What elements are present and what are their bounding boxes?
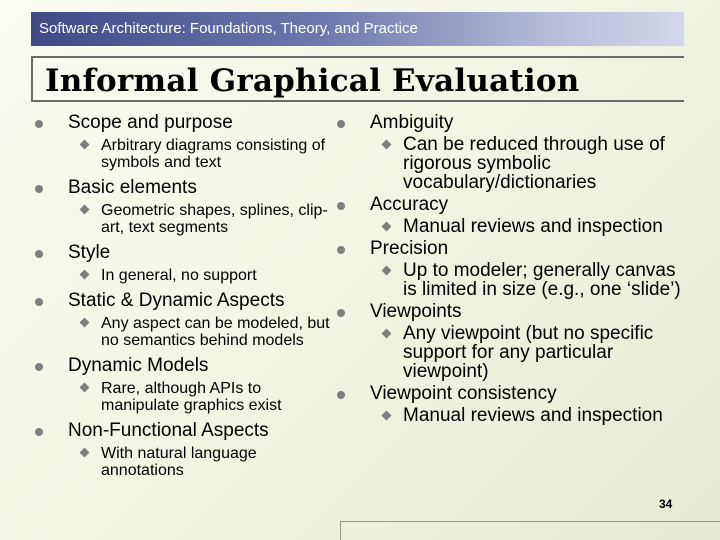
sub-bullet-label: In general, no support: [101, 267, 257, 284]
bullet-label: Ambiguity: [370, 112, 454, 133]
diamond-bullet-icon: [80, 383, 90, 393]
sub-bullet-label: Any aspect can be modeled, but no semantics behind models: [101, 315, 330, 349]
bullet-item: [334, 194, 694, 236]
diamond-bullet-icon: [382, 266, 392, 276]
bullet-item: [32, 112, 332, 171]
round-bullet-icon: [35, 363, 43, 371]
sub-bullet-label: With natural language annotations: [101, 445, 257, 479]
sub-bullet-item: [68, 379, 332, 414]
bullet-item: [32, 290, 332, 349]
sub-bullet-item: [68, 266, 332, 284]
footer-rule-vertical: [340, 521, 341, 540]
diamond-bullet-icon: [80, 140, 90, 150]
sub-list: [370, 135, 694, 192]
round-bullet-icon: [337, 391, 345, 399]
left-bullet-list: [32, 112, 332, 485]
bullet-item: [334, 238, 694, 299]
diamond-bullet-icon: [382, 329, 392, 339]
sub-list: [68, 266, 332, 284]
bullet-label: Dynamic Models: [68, 355, 209, 376]
sub-bullet-item: [370, 261, 694, 299]
diamond-bullet-icon: [382, 411, 392, 421]
bullet-item: [32, 355, 332, 414]
bullet-label: Viewpoints: [370, 301, 462, 322]
slide-number: 34: [659, 497, 673, 511]
sub-bullet-item: [370, 324, 694, 381]
bullet-item: [32, 420, 332, 479]
bullet-item: [334, 112, 694, 192]
sub-bullet-item: [370, 217, 694, 236]
bullet-label: Style: [68, 242, 111, 263]
header-bar: [31, 12, 684, 46]
sub-bullet-item: [68, 201, 332, 236]
round-bullet-icon: [35, 298, 43, 306]
round-bullet-icon: [35, 185, 43, 193]
sub-list: [68, 136, 332, 171]
round-bullet-icon: [337, 309, 345, 317]
sub-bullet-label: Up to modeler; generally canvas is limited in size (e.g., one ‘slide’): [403, 260, 681, 300]
sub-bullet-item: [68, 136, 332, 171]
sub-list: [68, 444, 332, 479]
sub-list: [68, 201, 332, 236]
sub-bullet-label: Any viewpoint (but no specific support for any particular viewpoint): [403, 323, 654, 382]
sub-bullet-label: Can be reduced through use of rigorous symbolic vocabulary/dictionaries: [403, 134, 665, 193]
sub-list: [370, 324, 694, 381]
footer-rule: [340, 521, 720, 522]
sub-bullet-item: [370, 406, 694, 425]
bullet-label: Static & Dynamic Aspects: [68, 290, 285, 311]
bullet-label: Basic elements: [68, 177, 197, 198]
round-bullet-icon: [35, 428, 43, 436]
sub-list: [68, 379, 332, 414]
slide-title: Informal Graphical Evaluation: [45, 63, 580, 99]
bullet-item: [334, 383, 694, 425]
round-bullet-icon: [35, 250, 43, 258]
round-bullet-icon: [337, 202, 345, 210]
header-text: Software Architecture: Foundations, Theory, and Practice: [39, 20, 418, 37]
sub-list: [370, 406, 694, 425]
diamond-bullet-icon: [80, 448, 90, 458]
bullet-label: Precision: [370, 238, 449, 259]
diamond-bullet-icon: [80, 318, 90, 328]
bullet-label: Non-Functional Aspects: [68, 420, 269, 441]
sub-bullet-item: [370, 135, 694, 192]
diamond-bullet-icon: [80, 270, 90, 280]
diamond-bullet-icon: [382, 222, 392, 232]
sub-bullet-label: Manual reviews and inspection: [403, 405, 663, 426]
bullet-label: Viewpoint consistency: [370, 383, 557, 404]
right-bullet-list: [334, 112, 694, 427]
sub-bullet-item: [68, 444, 332, 479]
sub-list: [370, 217, 694, 236]
sub-bullet-label: Arbitrary diagrams consisting of symbols and text: [101, 137, 326, 171]
bullet-item: [32, 242, 332, 284]
bullet-item: [334, 301, 694, 381]
round-bullet-icon: [337, 120, 345, 128]
diamond-bullet-icon: [80, 205, 90, 215]
title-underline: [31, 100, 684, 102]
sub-bullet-label: Geometric shapes, splines, clip-art, text segments: [101, 202, 328, 236]
sub-list: [370, 261, 694, 299]
round-bullet-icon: [35, 120, 43, 128]
sub-bullet-item: [68, 314, 332, 349]
bullet-label: Scope and purpose: [68, 112, 233, 133]
diamond-bullet-icon: [382, 140, 392, 150]
sub-bullet-label: Manual reviews and inspection: [403, 216, 663, 237]
bullet-label: Accuracy: [370, 194, 449, 215]
round-bullet-icon: [337, 246, 345, 254]
sub-bullet-label: Rare, although APIs to manipulate graphics exist: [101, 380, 282, 414]
sub-list: [68, 314, 332, 349]
bullet-item: [32, 177, 332, 236]
title-frame: [31, 56, 684, 102]
